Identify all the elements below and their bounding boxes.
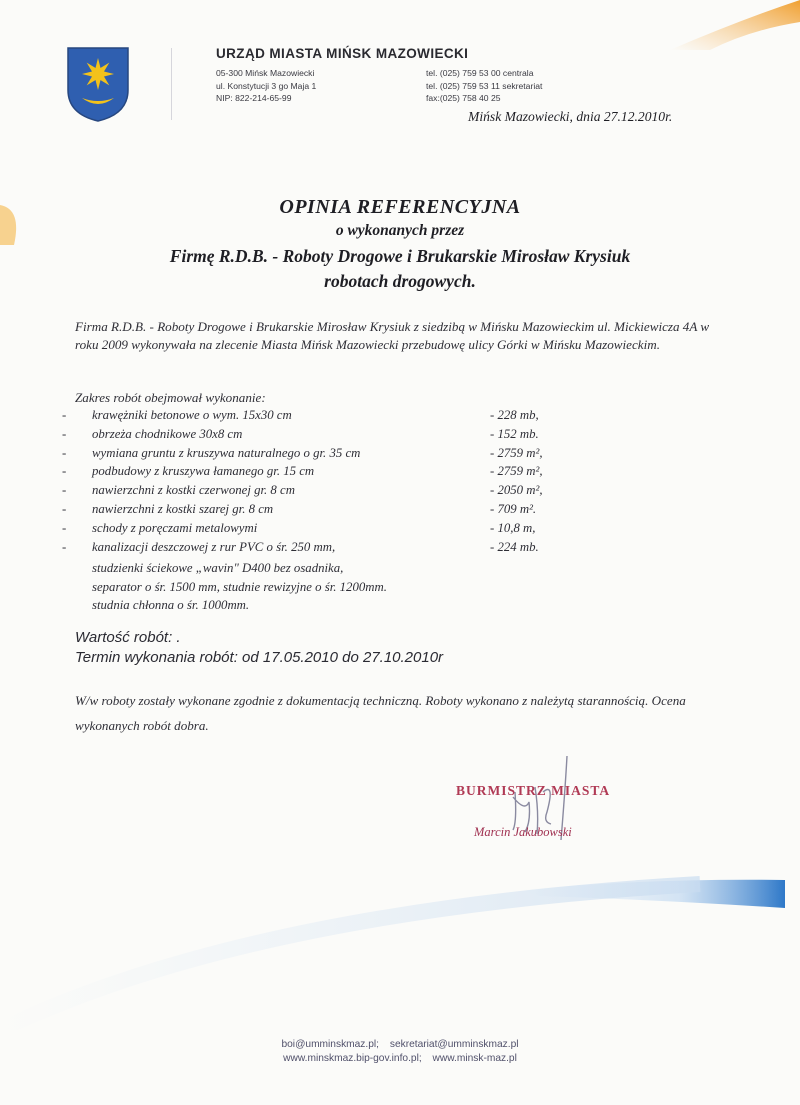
contact-line: fax:(025) 758 40 25 — [426, 93, 501, 104]
document-subtitle: o wykonanych przez — [335, 222, 465, 239]
office-address — [216, 67, 316, 105]
office-contacts — [426, 67, 542, 105]
item-description: podbudowy z kruszywa łamanego gr. 15 cm — [92, 464, 315, 479]
address-line: ul. Konstytucji 3 go Maja 1 — [216, 80, 317, 91]
item-description: kanalizacji deszczowej z rur PVC o śr. 250 mm, — [92, 539, 336, 554]
company-name-title: Firmę R.D.B. - Roboty Drogowe i Brukarskie Mirosław Krysiuk — [169, 246, 631, 266]
item-description: wymiana gruntu z kruszywa naturalnego o gr. 35 cm — [92, 445, 361, 460]
work-value: Wartość robót: . — [75, 629, 181, 646]
item-quantity: - 2050 m², — [490, 483, 543, 498]
footer-websites — [0, 1053, 800, 1064]
decorative-swoosh-bottom-blue — [0, 870, 800, 1030]
document-subject: robotach drogowych. — [324, 271, 476, 291]
footer-email[interactable]: sekretariat@umminskmaz.pl — [389, 1039, 519, 1050]
item-quantity: - 709 m². — [490, 501, 537, 516]
place-and-date: Mińsk Mazowiecki, dnia 27.12.2010r. — [468, 109, 673, 124]
scope-continuation — [92, 559, 387, 615]
item-description: nawierzchni z kostki szarej gr. 8 cm — [92, 501, 274, 516]
work-period: Termin wykonania robót: od 17.05.2010 do 27.10.2010r — [75, 649, 444, 666]
signer-name: Marcin Jakubowski — [474, 825, 572, 839]
scope-intro: Zakres robót obejmował wykonanie: — [75, 390, 266, 405]
scope-list — [62, 408, 582, 558]
footer-email[interactable]: boi@umminskmaz.pl; — [281, 1039, 379, 1050]
intro-paragraph: Firma R.D.B. - Roboty Drogowe i Brukarskie Mirosław Krysiuk z siedzibą w Mińsku Mazowieckim ul. Mickiewicza 4A w roku 2009 wykonywała na zlecenie Miasta Mińsk Mazowiecki przebudowę ulicy Górki w Mińsku Mazowieckim. — [75, 319, 710, 353]
address-line: NIP: 822-214-65-99 — [216, 93, 292, 104]
list-item: - podbudowy z kruszywa łamanego gr. 15 cm - 2759 m², — [62, 464, 543, 479]
contact-line: tel. (025) 759 53 00 centrala — [426, 68, 534, 78]
document-title: OPINIA REFERENCYJNA — [279, 196, 521, 218]
contact-line: tel. (025) 759 53 11 sekretariat — [426, 80, 543, 91]
item-quantity: - 2759 m², — [490, 464, 543, 479]
item-description: krawężniki betonowe o wym. 15x30 cm — [92, 408, 292, 422]
item-quantity: - 152 mb. — [490, 426, 539, 441]
item-description: nawierzchni z kostki czerwonej gr. 8 cm — [92, 483, 295, 498]
footer-website[interactable]: www.minskmaz.bip-gov.info.pl; — [283, 1053, 422, 1064]
footer-website[interactable]: www.minsk-maz.pl — [432, 1053, 517, 1064]
decorative-swoosh-top-right — [650, 0, 800, 50]
item-quantity: - 228 mb, — [490, 408, 539, 422]
list-item: - schody z poręczami metalowymi - 10,8 m, — [62, 520, 536, 535]
continuation-line: separator o śr. 1500 mm, studnie rewizyjne o śr. 1200mm. — [92, 579, 387, 594]
item-quantity: - 2759 m², — [490, 445, 543, 460]
item-quantity: - 10,8 m, — [490, 520, 536, 535]
address-line: 05-300 Mińsk Mazowiecki — [216, 68, 315, 78]
list-item: - krawężniki betonowe o wym. 15x30 cm - 228 mb, — [62, 408, 539, 422]
continuation-line: studnia chłonna o śr. 1000mm. — [92, 598, 250, 613]
assessment-paragraph: W/w roboty zostały wykonane zgodnie z dokumentacją techniczną. Roboty wykonano z należytą starannością. Ocena wykonanych robót dobra. — [75, 693, 686, 733]
list-item: - obrzeża chodnikowe 30x8 cm - 152 mb. — [62, 426, 539, 441]
continuation-line: studzienki ściekowe „wavin" D400 bez osadnika, — [92, 561, 344, 575]
item-description: obrzeża chodnikowe 30x8 cm — [92, 426, 243, 441]
signer-title: BURMISTRZ MIASTA — [456, 783, 611, 798]
list-item: - nawierzchni z kostki szarej gr. 8 cm - 709 m². — [62, 501, 537, 516]
header-divider — [171, 48, 172, 120]
city-crest-icon — [66, 46, 130, 122]
item-quantity: - 224 mb. — [490, 539, 539, 554]
item-description: schody z poręczami metalowymi — [92, 520, 258, 535]
list-item: - nawierzchni z kostki czerwonej gr. 8 cm - 2050 m², — [62, 483, 543, 498]
footer-emails — [0, 1039, 800, 1050]
list-item: - wymiana gruntu z kruszywa naturalnego o gr. 35 cm - 2759 m², — [62, 445, 543, 460]
office-name: URZĄD MIASTA MIŃSK MAZOWIECKI — [216, 46, 469, 61]
list-item: - kanalizacji deszczowej z rur PVC o śr. 250 mm, - 224 mb. — [62, 539, 539, 554]
